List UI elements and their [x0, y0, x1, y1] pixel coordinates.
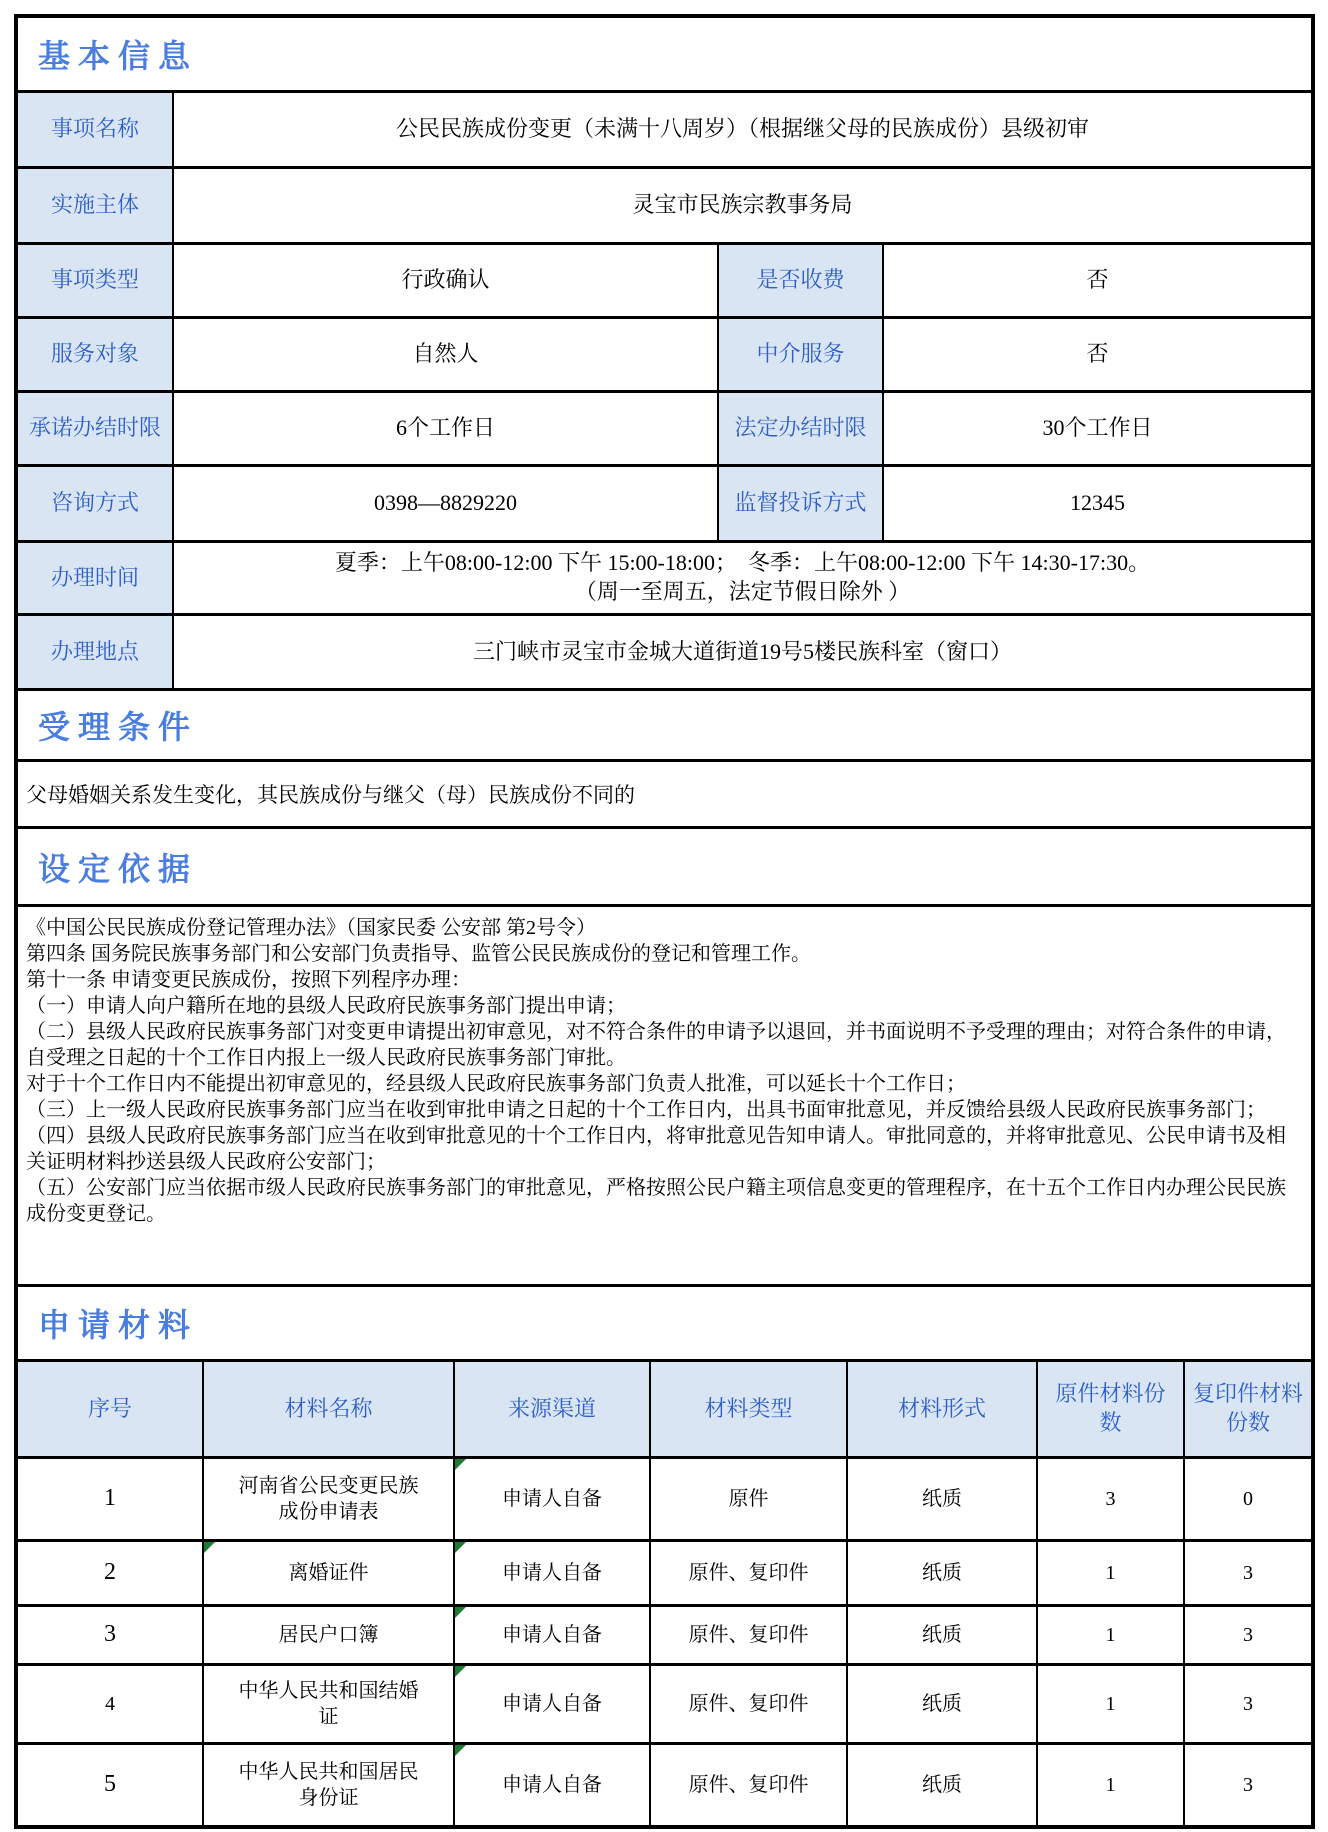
section-materials-title-text: 申请材料 — [38, 1307, 199, 1343]
label-intermediary: 中介服务 — [719, 319, 884, 393]
label-office-location: 办理地点 — [18, 616, 174, 691]
label-office-hours: 办理时间 — [18, 543, 174, 616]
material-row-no: 3 — [18, 1607, 204, 1666]
value-charge: 否 — [884, 245, 1311, 319]
label-promised-limit: 承诺办结时限 — [18, 393, 174, 467]
material-row-copy-count: 0 — [1185, 1459, 1311, 1542]
value-consult-method: 0398—8829220 — [174, 467, 719, 543]
material-row-copy-count: 3 — [1185, 1666, 1311, 1745]
col-header-name: 材料名称 — [204, 1362, 455, 1459]
acceptance-content: 父母婚姻关系发生变化，其民族成份与继父（母）民族成份不同的 — [18, 762, 1311, 829]
material-row-form: 纸质 — [848, 1607, 1038, 1666]
section-acceptance-title-text: 受理条件 — [38, 709, 199, 745]
material-row-name: 中华人民共和国居民身份证 — [204, 1745, 455, 1825]
label-item-name: 事项名称 — [18, 93, 174, 169]
basic-info-table — [18, 93, 1311, 691]
material-row-form: 纸质 — [848, 1745, 1038, 1825]
value-item-name: 公民民族成份变更（未满十八周岁）（根据继父母的民族成份）县级初审 — [174, 93, 1311, 169]
material-row-source: 申请人自备 — [455, 1542, 651, 1607]
material-row-no: 4 — [18, 1666, 204, 1745]
col-header-type: 材料类型 — [651, 1362, 848, 1459]
material-row-type: 原件 — [651, 1459, 848, 1542]
label-service-target: 服务对象 — [18, 319, 174, 393]
material-row-original-count: 3 — [1038, 1459, 1185, 1542]
material-row-type: 原件、复印件 — [651, 1745, 848, 1825]
material-row-copy-count: 3 — [1185, 1745, 1311, 1825]
value-item-type: 行政确认 — [174, 245, 719, 319]
comment-flag-icon — [455, 1459, 466, 1470]
material-row-type: 原件、复印件 — [651, 1666, 848, 1745]
materials-table — [18, 1362, 1311, 1825]
material-row-name: 离婚证件 — [204, 1542, 455, 1607]
basis-content — [18, 907, 1311, 1287]
material-row-source: 申请人自备 — [455, 1666, 651, 1745]
material-row-source: 申请人自备 — [455, 1745, 651, 1825]
material-row-no: 5 — [18, 1745, 204, 1825]
col-header-copy-count: 复印件材料份数 — [1185, 1362, 1311, 1459]
label-implementer: 实施主体 — [18, 169, 174, 245]
material-row-original-count: 1 — [1038, 1607, 1185, 1666]
comment-flag-icon — [455, 1607, 466, 1618]
label-item-type: 事项类型 — [18, 245, 174, 319]
material-row-copy-count: 3 — [1185, 1607, 1311, 1666]
section-basic-info-title — [18, 18, 1311, 93]
material-row-source: 申请人自备 — [455, 1459, 651, 1542]
label-consult-method: 咨询方式 — [18, 467, 174, 543]
label-charge: 是否收费 — [719, 245, 884, 319]
material-row-type: 原件、复印件 — [651, 1542, 848, 1607]
comment-flag-icon — [455, 1745, 466, 1756]
value-office-hours — [174, 543, 1311, 616]
basis-paragraph: 第十一条 申请变更民族成份，按照下列程序办理： — [26, 969, 471, 991]
basis-paragraph: 《中国公民民族成份登记管理办法》（国家民委 公安部 第2号令） — [26, 917, 596, 939]
material-row-no: 1 — [18, 1459, 204, 1542]
material-row-form: 纸质 — [848, 1459, 1038, 1542]
col-header-no: 序号 — [18, 1362, 204, 1459]
material-row-name: 中华人民共和国结婚证 — [204, 1666, 455, 1745]
material-row-form: 纸质 — [848, 1666, 1038, 1745]
value-office-location: 三门峡市灵宝市金城大道街道19号5楼民族科室（窗口） — [174, 616, 1311, 691]
col-header-form: 材料形式 — [848, 1362, 1038, 1459]
office-hours-line2: （周一至周五，法定节假日除外 ） — [574, 579, 911, 604]
value-promised-limit: 6个工作日 — [174, 393, 719, 467]
material-row-name: 河南省公民变更民族成份申请表 — [204, 1459, 455, 1542]
section-materials-title — [18, 1287, 1311, 1362]
material-row-name: 居民户口簿 — [204, 1607, 455, 1666]
material-row-source: 申请人自备 — [455, 1607, 651, 1666]
basis-paragraph: （一）申请人向户籍所在地的县级人民政府民族事务部门提出申请； — [26, 995, 626, 1017]
section-basis-title — [18, 829, 1311, 907]
section-basic-info-title-text: 基本信息 — [38, 38, 199, 74]
comment-flag-icon — [204, 1542, 215, 1553]
material-row-no: 2 — [18, 1542, 204, 1607]
document-frame — [14, 14, 1315, 1829]
material-row-original-count: 1 — [1038, 1745, 1185, 1825]
label-legal-limit: 法定办结时限 — [719, 393, 884, 467]
comment-flag-icon — [455, 1666, 466, 1677]
office-hours-line1: 夏季：上午08:00-12:00 下午 15:00-18:00； 冬季：上午08:00-12:00 下午 14:30-17:30。 — [334, 550, 1151, 576]
section-acceptance-title — [18, 691, 1311, 762]
material-row-copy-count: 3 — [1185, 1542, 1311, 1607]
value-supervise-method: 12345 — [884, 467, 1311, 543]
basis-paragraph: （五）公安部门应当依据市级人民政府民族事务部门的审批意见，严格按照公民户籍主项信息变更的管理程序，在十五个工作日内办理公民民族成份变更登记。 — [26, 1177, 1286, 1225]
basis-paragraph: （二）县级人民政府民族事务部门对变更申请提出初审意见，对不符合条件的申请予以退回，并书面说明不予受理的理由；对符合条件的申请，自受理之日起的十个工作日内报上一级人民政府民族事务部门审批。 — [26, 1021, 1286, 1069]
material-row-form: 纸质 — [848, 1542, 1038, 1607]
basis-paragraph: （三）上一级人民政府民族事务部门应当在收到审批申请之日起的十个工作日内，出具书面审批意见，并反馈给县级人民政府民族事务部门； — [26, 1099, 1266, 1121]
basis-paragraph: （四）县级人民政府民族事务部门应当在收到审批意见的十个工作日内，将审批意见告知申请人。审批同意的，并将审批意见、公民申请书及相关证明材料抄送县级人民政府公安部门； — [26, 1125, 1286, 1173]
material-row-type: 原件、复印件 — [651, 1607, 848, 1666]
material-row-original-count: 1 — [1038, 1666, 1185, 1745]
basis-paragraph: 对于十个工作日内不能提出初审意见的，经县级人民政府民族事务部门负责人批准，可以延长十个工作日； — [26, 1073, 966, 1095]
comment-flag-icon — [455, 1542, 466, 1553]
col-header-source: 来源渠道 — [455, 1362, 651, 1459]
value-intermediary: 否 — [884, 319, 1311, 393]
basis-paragraph: 第四条 国务院民族事务部门和公安部门负责指导、监管公民民族成份的登记和管理工作。 — [26, 943, 811, 965]
material-row-original-count: 1 — [1038, 1542, 1185, 1607]
label-supervise-method: 监督投诉方式 — [719, 467, 884, 543]
value-service-target: 自然人 — [174, 319, 719, 393]
value-implementer: 灵宝市民族宗教事务局 — [174, 169, 1311, 245]
section-basis-title-text: 设定依据 — [38, 850, 199, 887]
value-legal-limit: 30个工作日 — [884, 393, 1311, 467]
col-header-original-count: 原件材料份数 — [1038, 1362, 1185, 1459]
